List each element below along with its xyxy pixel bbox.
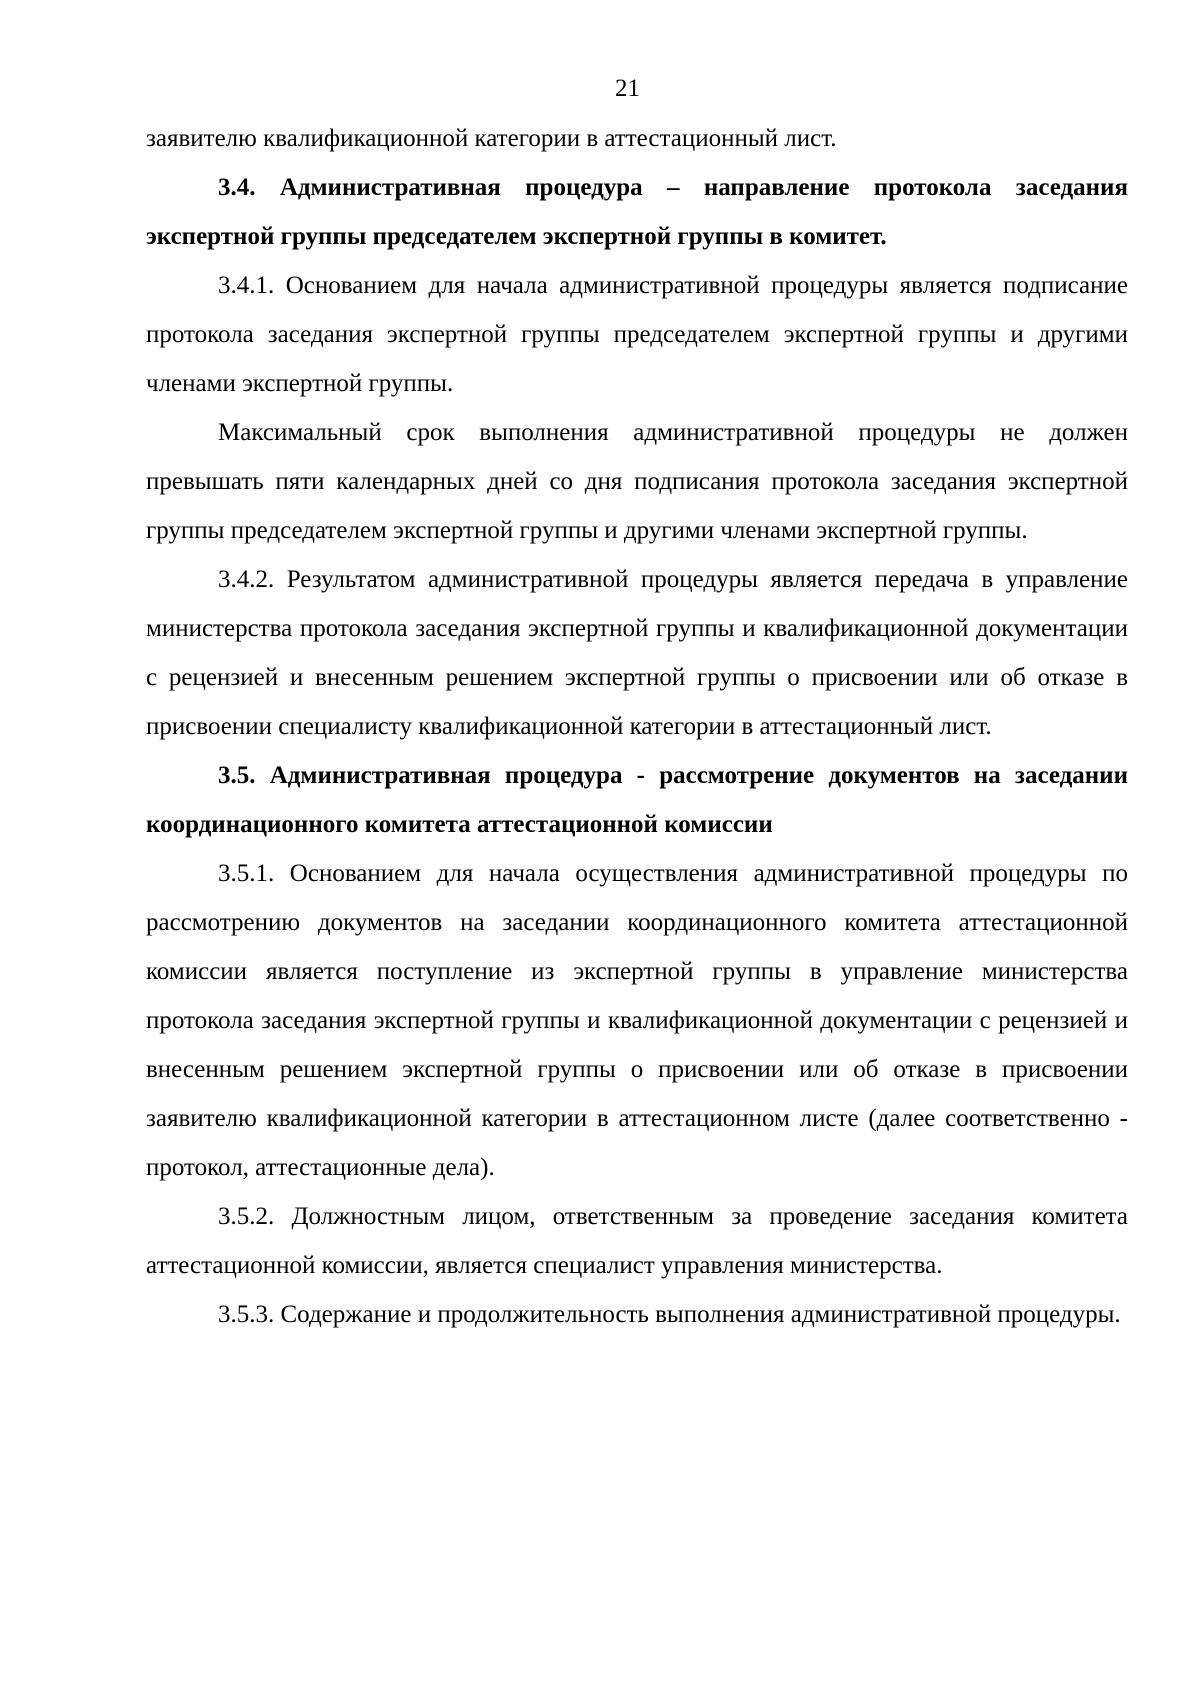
paragraph-3-5-2: 3.5.2. Должностным лицом, ответственным за проведение заседания комитета аттестационной комиссии, является специалист управления министерства. (146, 1203, 1128, 1279)
section-heading-3-4: 3.4. Административная процедура – направление протокола заседания экспертной группы председателем экспертной группы в комитет. (146, 174, 1128, 250)
paragraph-max-term: Максимальный срок выполнения административной процедуры не должен превышать пяти календарных дней со дня подписания протокола заседания экспертной группы председателем экспертной группы и другими членами экспертной группы. (146, 419, 1128, 544)
paragraph-3-4-2: 3.4.2. Результатом административной процедуры является передача в управление министерства протокола заседания экспертной группы и квалификационной документации с рецензией и внесенным решением экспертной группы о присвоении или об отказе в присвоении специалисту квалификационной категории в аттестационный лист. (146, 566, 1128, 740)
page-number: 21 (615, 75, 640, 102)
paragraph-3-5-1: 3.5.1. Основанием для начала осуществления административной процедуры по рассмотрению документов на заседании координационного комитета аттестационной комиссии является поступление из экспертной группы в управление министерства протокола заседания экспертной группы и квалификационной документации с рецензией и внесенным решением экспертной группы о присвоении или об отказе в присвоении заявителю квалификационной категории в аттестационном листе (далее соответственно - протокол, аттестационные дела). (146, 860, 1128, 1181)
document-body (146, 114, 1128, 1339)
paragraph-3-4-1: 3.4.1. Основанием для начала административной процедуры является подписание протокола заседания экспертной группы председателем экспертной группы и другими членами экспертной группы. (146, 272, 1128, 397)
paragraph-continuation: заявителю квалификационной категории в аттестационный лист. (146, 125, 837, 152)
section-heading-3-5: 3.5. Административная процедура - рассмотрение документов на заседании координационного комитета аттестационной комиссии (146, 762, 1128, 838)
paragraph-3-5-3: 3.5.3. Содержание и продолжительность выполнения административной процедуры. (218, 1301, 1121, 1328)
